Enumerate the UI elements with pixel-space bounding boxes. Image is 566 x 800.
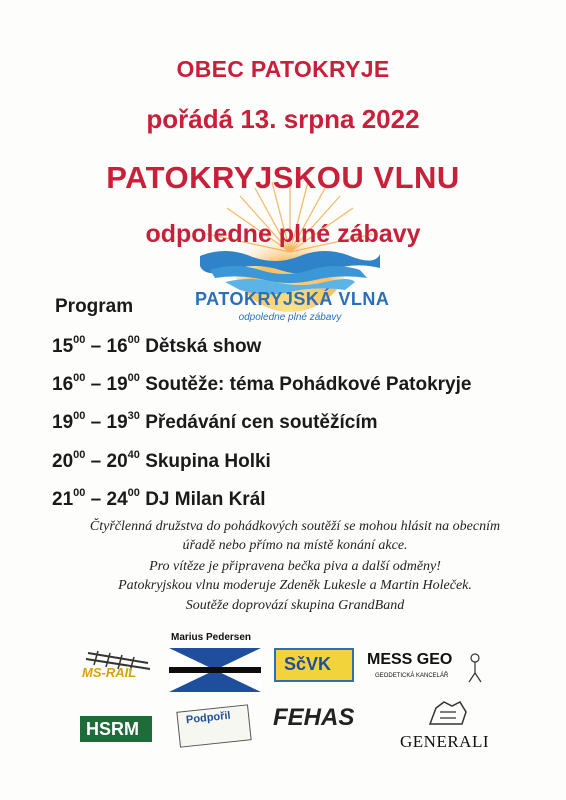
event-tagline: odpoledne plné zábavy [145,220,421,248]
scvk-label: SčVK [284,654,332,674]
program-item-label: Dětská show [145,336,262,357]
program-item-label: Skupina Holki [145,451,271,472]
program-item: $16^{00} - 19^{00}$ Soutěže: téma Pohádkové Patokryje [52,372,472,395]
sponsor-scvk-logo [274,648,356,684]
hsrm-label: HSRM [86,719,139,739]
event-date: pořádá 13. srpna 2022 [146,104,420,134]
sponsor-messgeo-logo [367,651,489,691]
program-item: $15^{00} - 16^{00}$ Dětská show [52,334,262,357]
generali-label: GENERALI [400,732,489,751]
fehas-label: FEHAS [273,704,355,731]
lion-icon [426,698,470,728]
logo-title: PATOKRYJSKÁ VLNA [195,289,390,309]
sponsor-msrail-logo [78,645,158,690]
band-note: Soutěže doprovází skupina GrandBand [185,598,405,613]
sponsor-podporil-logo [172,702,262,752]
program-item-label: DJ Milan Král [145,489,266,510]
sponsor-generali-logo [398,698,503,754]
sponsor-marius-logo [165,632,265,694]
program-item-label: Soutěže: téma Pohádkové Patokryje [145,374,472,395]
sponsor-hsrm-logo [80,716,156,744]
info-note: Čtyřčlenná družstva do pohádkových soutěží se mohou hlásit na obecním úřadě nebo přímo na místě konání akce. [89,519,501,553]
msrail-label: MS-RAIL [82,665,137,680]
program-item-label: Předávání cen soutěžícím [145,412,378,433]
sponsor-fehas-logo [273,704,393,744]
messgeo-label: MESS GEO [367,651,453,668]
prize-note: Pro vítěze je připravena bečka piva a další odměny! [149,559,441,574]
program-item: $21^{00} - 24^{00}$ DJ Milan Král [52,487,266,510]
program-item: $20^{00} - 20^{40}$ Skupina Holki [52,449,271,472]
marius-label: Marius Pedersen [171,632,252,643]
surveyor-icon [465,653,485,683]
messgeo-sub: GEODETICKÁ KANCELÁŘ [375,673,449,679]
program-item: $19^{00} - 19^{30}$ Předávání cen soutěžícím [52,410,378,433]
host-note: Patokryjskou vlnu moderuje Zdeněk Lukesle a Martin Holeček. [118,578,472,593]
event-name: PATOKRYJSKOU VLNU [106,160,460,195]
logo-subtitle: odpoledne plné zábavy [238,312,342,323]
marius-emblem-icon [169,648,261,692]
program-title: Program [55,296,134,317]
village-title: OBEC PATOKRYJE [176,56,390,82]
podporil-label: Podpořil [185,709,232,727]
